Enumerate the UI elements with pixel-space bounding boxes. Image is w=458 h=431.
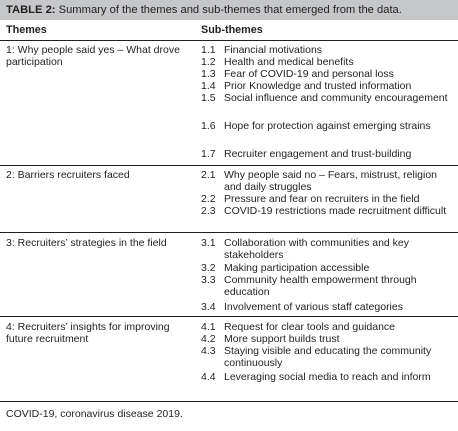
subtheme-text: Request for clear tools and guidance: [224, 321, 396, 333]
subtheme-item: [201, 321, 451, 333]
subtheme-number: 2.3: [201, 205, 216, 217]
header-subthemes: Sub-themes: [201, 24, 263, 36]
subtheme-text: Recruiter engagement and trust-building: [224, 148, 412, 160]
subtheme-text: COVID-19 restrictions made recruitment difficult: [224, 205, 447, 217]
theme-label: 2: Barriers recruiters faced: [6, 169, 130, 181]
subtheme-text: Collaboration with communities and key stakeholders: [224, 237, 410, 261]
theme-label: 4: Recruiters’ insights for improving future recruitment: [6, 321, 170, 345]
subtheme-text: Leveraging social media to reach and inform: [224, 371, 431, 383]
table-title: Summary of the themes and sub-themes that emerged from the data.: [55, 4, 402, 16]
subtheme-item: [201, 274, 451, 298]
subtheme-item: [201, 371, 451, 383]
table-bottom-rule: [0, 401, 458, 402]
subtheme-item: [201, 148, 451, 160]
subtheme-item: [201, 345, 451, 369]
subtheme-number: 1.5: [201, 92, 216, 104]
subtheme-text: Hope for protection against emerging strains: [224, 120, 431, 132]
table-header-row: [0, 20, 458, 41]
subtheme-item: [201, 56, 451, 68]
subtheme-number: 1.1: [201, 44, 216, 56]
subtheme-item: [201, 193, 451, 205]
subtheme-text: Social influence and community encouragement: [224, 92, 448, 104]
subtheme-number: 2.1: [201, 169, 216, 181]
table-footnote: COVID-19, coronavirus disease 2019.: [6, 408, 183, 420]
subtheme-number: 1.7: [201, 148, 216, 160]
theme-row-1: [0, 41, 458, 166]
subtheme-item: [201, 92, 451, 104]
subtheme-text: Making participation accessible: [224, 262, 370, 274]
subtheme-number: 1.4: [201, 80, 216, 92]
subtheme-text: Pressure and fear on recruiters in the field: [224, 193, 420, 205]
subtheme-text: More support builds trust: [224, 333, 340, 345]
subtheme-number: 4.2: [201, 333, 216, 345]
theme-label: 1: Why people said yes – What drove participation: [6, 44, 180, 68]
subtheme-item: [201, 44, 451, 56]
subtheme-item: [201, 80, 451, 92]
subtheme-text: Fear of COVID-19 and personal loss: [224, 68, 394, 80]
theme-row-3: [0, 233, 458, 317]
subtheme-number: 1.6: [201, 120, 216, 132]
theme-row-4: [0, 317, 458, 401]
subtheme-item: [201, 301, 451, 313]
subtheme-text: Community health empowerment through education: [224, 274, 417, 298]
subtheme-text: Staying visible and educating the community continuously: [224, 345, 432, 369]
subtheme-item: [201, 205, 451, 217]
subtheme-item: [201, 120, 451, 132]
table-label: TABLE 2:: [6, 4, 56, 16]
subtheme-text: Why people said no – Fears, mistrust, religion and daily struggles: [224, 169, 438, 193]
subtheme-item: [201, 169, 451, 193]
subtheme-number: 1.2: [201, 56, 216, 68]
theme-label: 3: Recruiters’ strategies in the field: [6, 237, 167, 249]
subtheme-number: 4.3: [201, 345, 216, 357]
subtheme-item: [201, 237, 451, 261]
subtheme-item: [201, 333, 451, 345]
subtheme-item: [201, 262, 451, 274]
subtheme-number: 3.4: [201, 301, 216, 313]
subtheme-text: Health and medical benefits: [224, 56, 354, 68]
theme-row-2: [0, 166, 458, 233]
subtheme-number: 3.3: [201, 274, 216, 286]
subtheme-item: [201, 68, 451, 80]
subtheme-number: 4.1: [201, 321, 216, 333]
subtheme-number: 3.1: [201, 237, 216, 249]
subtheme-number: 1.3: [201, 68, 216, 80]
subtheme-number: 4.4: [201, 371, 216, 383]
subtheme-number: 3.2: [201, 262, 216, 274]
header-themes: Themes: [6, 24, 47, 36]
subtheme-text: Financial motivations: [224, 44, 323, 56]
subtheme-text: Involvement of various staff categories: [224, 301, 403, 313]
table-caption: [0, 0, 458, 20]
subtheme-number: 2.2: [201, 193, 216, 205]
subtheme-text: Prior Knowledge and trusted information: [224, 80, 412, 92]
